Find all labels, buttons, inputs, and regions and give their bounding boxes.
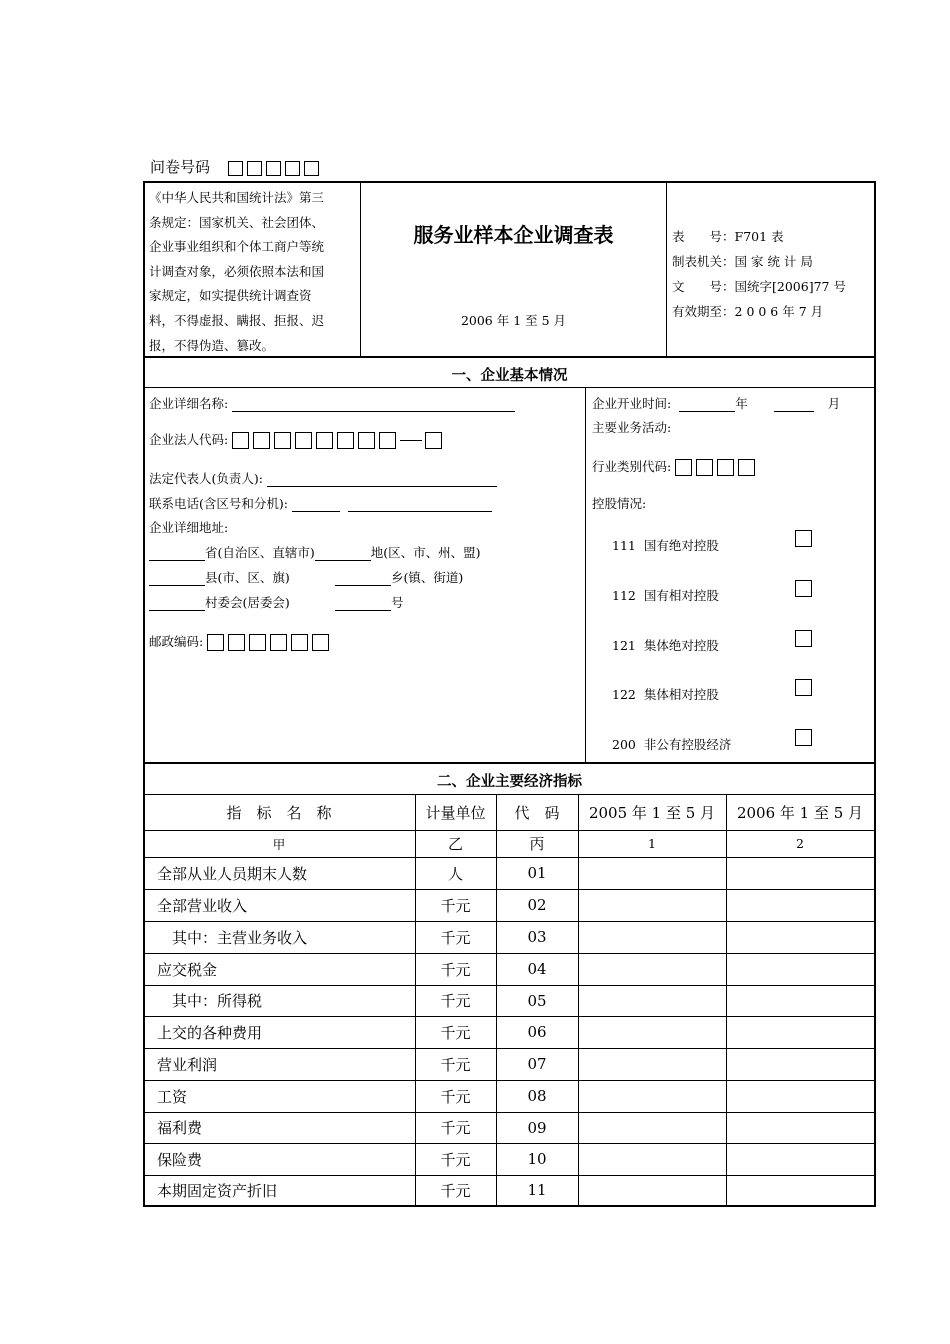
- township-label: 乡(镇、街道): [391, 570, 464, 585]
- indicator-name: 全部营业收入: [157, 896, 248, 915]
- company-name-field[interactable]: [149, 394, 515, 412]
- questionnaire-number: [150, 156, 323, 177]
- county-input[interactable]: [149, 571, 205, 586]
- holding-checkbox[interactable]: [795, 729, 812, 746]
- legal-rep-input[interactable]: [267, 472, 497, 487]
- company-name-label: 企业详细名称:: [149, 396, 229, 411]
- corp-code-check-box[interactable]: [425, 432, 442, 449]
- value-2005-input[interactable]: [578, 1080, 726, 1112]
- meta-label: 制表机关：: [672, 254, 735, 269]
- phone-number-input[interactable]: [348, 497, 492, 512]
- code-dash: [400, 440, 422, 441]
- phone-area-input[interactable]: [292, 497, 340, 512]
- postal-field: [149, 632, 333, 651]
- questionnaire-label: 问卷号码: [150, 158, 211, 176]
- holding-text: 集体绝对控股: [643, 638, 719, 653]
- value-2005-input[interactable]: [578, 1048, 726, 1080]
- meta-row: [672, 224, 846, 249]
- address-line-3: [149, 593, 290, 611]
- col-header-2005: 2005 年 1 至 5 月: [588, 803, 716, 822]
- value-2006-input[interactable]: [726, 857, 874, 889]
- holding-checkbox[interactable]: [795, 530, 812, 547]
- holding-text: 国有相对控股: [643, 588, 719, 603]
- questionnaire-box[interactable]: [285, 161, 300, 176]
- indicator-name: 福利费: [157, 1119, 203, 1137]
- industry-code-box[interactable]: [696, 459, 713, 476]
- indicator-code: 11: [527, 1181, 547, 1199]
- holding-code: 122: [612, 687, 636, 702]
- holding-checkbox[interactable]: [795, 580, 812, 597]
- phone-label: 联系电话(含区号和分机):: [149, 496, 288, 511]
- main-activity-label: 主要业务活动:: [592, 420, 672, 435]
- indicator-name: 保险费: [157, 1150, 203, 1169]
- form-meta: [672, 224, 846, 324]
- postal-box[interactable]: [228, 634, 245, 651]
- open-time-field: [592, 394, 840, 412]
- meta-label: 表 号：: [672, 229, 735, 244]
- meta-value: F701 表: [734, 229, 784, 244]
- law-notice: [149, 186, 324, 358]
- indicator-unit: 千元: [440, 1023, 471, 1042]
- address-line-2: [149, 568, 290, 586]
- holding-option[interactable]: [612, 636, 817, 654]
- value-2006-input[interactable]: [726, 985, 874, 1016]
- corp-code-box[interactable]: [274, 432, 291, 449]
- value-2005-input[interactable]: [578, 953, 726, 985]
- questionnaire-box[interactable]: [228, 161, 243, 176]
- indicator-unit: 千元: [440, 1181, 471, 1200]
- col-header-2006: 2006 年 1 至 5 月: [736, 803, 864, 822]
- corp-code-box[interactable]: [232, 432, 249, 449]
- legal-rep-field[interactable]: [149, 469, 497, 487]
- indicator-unit: 千元: [440, 960, 471, 979]
- indicator-name: 其中：主营业务收入: [157, 928, 308, 947]
- indicator-name: 本期固定资产折旧: [157, 1181, 278, 1200]
- indicator-code: 05: [527, 991, 547, 1010]
- holding-code: 121: [612, 638, 636, 653]
- indicator-unit: 千元: [440, 896, 471, 915]
- open-year-input[interactable]: [679, 397, 735, 412]
- phone-field[interactable]: [149, 494, 492, 512]
- province-label: 省(自治区、直辖市): [205, 545, 315, 560]
- indicator-code: 02: [527, 896, 547, 914]
- indicator-code: 01: [527, 864, 547, 882]
- holding-checkbox[interactable]: [795, 679, 812, 696]
- legal-rep-label: 法定代表人(负责人):: [149, 471, 263, 486]
- corp-code-box[interactable]: [295, 432, 312, 449]
- corp-code-box[interactable]: [379, 432, 396, 449]
- value-2006-input[interactable]: [726, 1016, 874, 1048]
- township-input[interactable]: [335, 571, 391, 586]
- questionnaire-box[interactable]: [304, 161, 319, 176]
- law-line: 《中华人民共和国统计法》第三: [149, 190, 325, 205]
- indicator-code: 08: [527, 1087, 547, 1105]
- company-name-input[interactable]: [232, 397, 515, 412]
- law-line: 料，不得虚报、瞒报、拒报、迟: [149, 312, 325, 328]
- law-line: 企业事业组织和个体工商户等统: [149, 239, 325, 255]
- indicator-unit: 千元: [440, 1087, 471, 1106]
- prefecture-label: 地(区、市、州、盟): [370, 545, 481, 560]
- value-2006-input[interactable]: [726, 1048, 874, 1080]
- indicator-code: 10: [527, 1150, 547, 1168]
- col-header-unit: 计量单位: [425, 803, 486, 822]
- subheader-2006: 2: [796, 836, 804, 851]
- county-label: 县(市、区、旗): [205, 570, 290, 585]
- holding-option[interactable]: [612, 735, 817, 753]
- holding-text: 国有绝对控股: [643, 538, 719, 553]
- subheader-code: 丙: [529, 835, 545, 853]
- col-header-code: 代 码: [514, 803, 560, 822]
- value-2005-input[interactable]: [578, 985, 726, 1016]
- address-line-1: [149, 543, 481, 561]
- meta-row: [672, 274, 846, 299]
- indicator-unit: 千元: [440, 992, 471, 1010]
- holding-label: 控股情况:: [592, 496, 647, 511]
- holding-code: 112: [612, 588, 636, 603]
- address-number: [335, 593, 404, 611]
- meta-value: 2 0 0 6 年 7 月: [734, 304, 824, 319]
- holding-text: 非公有控股经济: [643, 737, 732, 752]
- value-2006-input[interactable]: [726, 953, 874, 985]
- industry-code-box[interactable]: [675, 459, 692, 476]
- value-2006-input[interactable]: [726, 1175, 874, 1205]
- indicator-code: 09: [527, 1118, 547, 1137]
- law-line: 条规定：国家机关、社会团体、: [149, 214, 325, 230]
- holding-code: 111: [612, 538, 636, 553]
- holding-text: 集体相对控股: [643, 687, 719, 702]
- col-header-name: 指 标 名 称: [226, 803, 332, 822]
- corp-code-box[interactable]: [316, 432, 333, 449]
- industry-code-field: [592, 457, 759, 476]
- address-township: [335, 568, 463, 586]
- indicator-code: 07: [527, 1055, 547, 1073]
- survey-period: 2006 年 1 至 5 月: [460, 313, 567, 328]
- indicator-unit: 千元: [440, 928, 471, 947]
- postal-label: 邮政编码:: [149, 634, 204, 649]
- subheader-unit: 乙: [447, 835, 463, 853]
- holding-option[interactable]: [612, 685, 817, 703]
- corp-code-box[interactable]: [253, 432, 270, 449]
- law-line: 报，不得伪造、篡改。: [149, 337, 275, 353]
- indicator-name: 其中：所得税: [157, 992, 263, 1010]
- subheader-2005: 1: [648, 836, 656, 851]
- meta-label: 有效期至：: [672, 304, 735, 319]
- questionnaire-box[interactable]: [266, 161, 281, 176]
- industry-code-box[interactable]: [738, 459, 755, 476]
- subheader-name: 甲: [272, 836, 286, 852]
- indicator-code: 06: [527, 1023, 547, 1041]
- questionnaire-box[interactable]: [247, 161, 262, 176]
- number-input[interactable]: [335, 596, 391, 611]
- holding-code: 200: [612, 737, 636, 752]
- indicator-unit: 千元: [440, 1119, 471, 1137]
- postal-box[interactable]: [207, 634, 224, 651]
- indicator-name: 营业利润: [157, 1055, 218, 1074]
- postal-box[interactable]: [312, 634, 329, 651]
- meta-row: [672, 249, 846, 274]
- industry-code-box[interactable]: [717, 459, 734, 476]
- value-2005-input[interactable]: [578, 889, 726, 921]
- value-2005-input[interactable]: [578, 857, 726, 889]
- corp-code-box[interactable]: [358, 432, 375, 449]
- open-month-input[interactable]: [774, 397, 814, 412]
- postal-box[interactable]: [270, 634, 287, 651]
- value-2006-input[interactable]: [726, 1080, 874, 1112]
- industry-code-label: 行业类别代码:: [592, 459, 672, 474]
- value-2006-input[interactable]: [726, 889, 874, 921]
- indicator-name: 全部从业人员期末人数: [157, 864, 308, 883]
- holding-option[interactable]: [612, 586, 817, 604]
- holding-checkbox[interactable]: [795, 630, 812, 647]
- meta-row: [672, 299, 846, 324]
- value-2005-input[interactable]: [578, 1112, 726, 1143]
- value-2006-input[interactable]: [726, 1112, 874, 1143]
- section1-title: 一、企业基本情况: [451, 368, 568, 384]
- open-time-label: 企业开业时间:: [592, 396, 672, 411]
- indicator-unit: 人: [447, 864, 463, 883]
- holding-option[interactable]: [612, 536, 817, 554]
- corp-code-box[interactable]: [337, 432, 354, 449]
- number-label: 号: [391, 595, 404, 610]
- value-2006-input[interactable]: [726, 921, 874, 953]
- indicator-code: 04: [527, 960, 547, 978]
- village-input[interactable]: [149, 596, 205, 611]
- indicator-name: 工资: [157, 1087, 188, 1106]
- indicator-name: 应交税金: [157, 960, 218, 979]
- value-2005-input[interactable]: [578, 1143, 726, 1175]
- postal-box[interactable]: [249, 634, 266, 651]
- law-line: 家规定，如实提供统计调查资: [149, 288, 312, 304]
- section2-title: 二、企业主要经济指标: [437, 774, 582, 790]
- form-title: 服务业样本企业调查表: [413, 223, 614, 247]
- corp-code-label: 企业法人代码:: [149, 432, 229, 447]
- province-input[interactable]: [149, 546, 205, 561]
- village-label: 村委会(居委会): [205, 595, 290, 610]
- open-month-label: 月: [827, 396, 841, 411]
- value-2006-input[interactable]: [726, 1143, 874, 1175]
- meta-label: 文 号：: [672, 279, 735, 294]
- open-year-label: 年: [735, 396, 748, 411]
- value-2005-input[interactable]: [578, 1175, 726, 1205]
- postal-box[interactable]: [291, 634, 308, 651]
- address-label: 企业详细地址:: [149, 520, 229, 535]
- corp-code-field: [149, 430, 446, 449]
- indicator-code: 03: [527, 928, 547, 946]
- meta-value: 国 家 统 计 局: [734, 254, 813, 269]
- prefecture-input[interactable]: [315, 546, 371, 561]
- value-2005-input[interactable]: [578, 1016, 726, 1048]
- indicator-name: 上交的各种费用: [157, 1023, 263, 1042]
- value-2005-input[interactable]: [578, 921, 726, 953]
- indicator-unit: 千元: [440, 1150, 471, 1169]
- law-line: 计调查对象，必须依照本法和国: [149, 263, 325, 279]
- indicator-unit: 千元: [440, 1055, 471, 1074]
- meta-value: 国统字[2006]77 号: [734, 279, 846, 294]
